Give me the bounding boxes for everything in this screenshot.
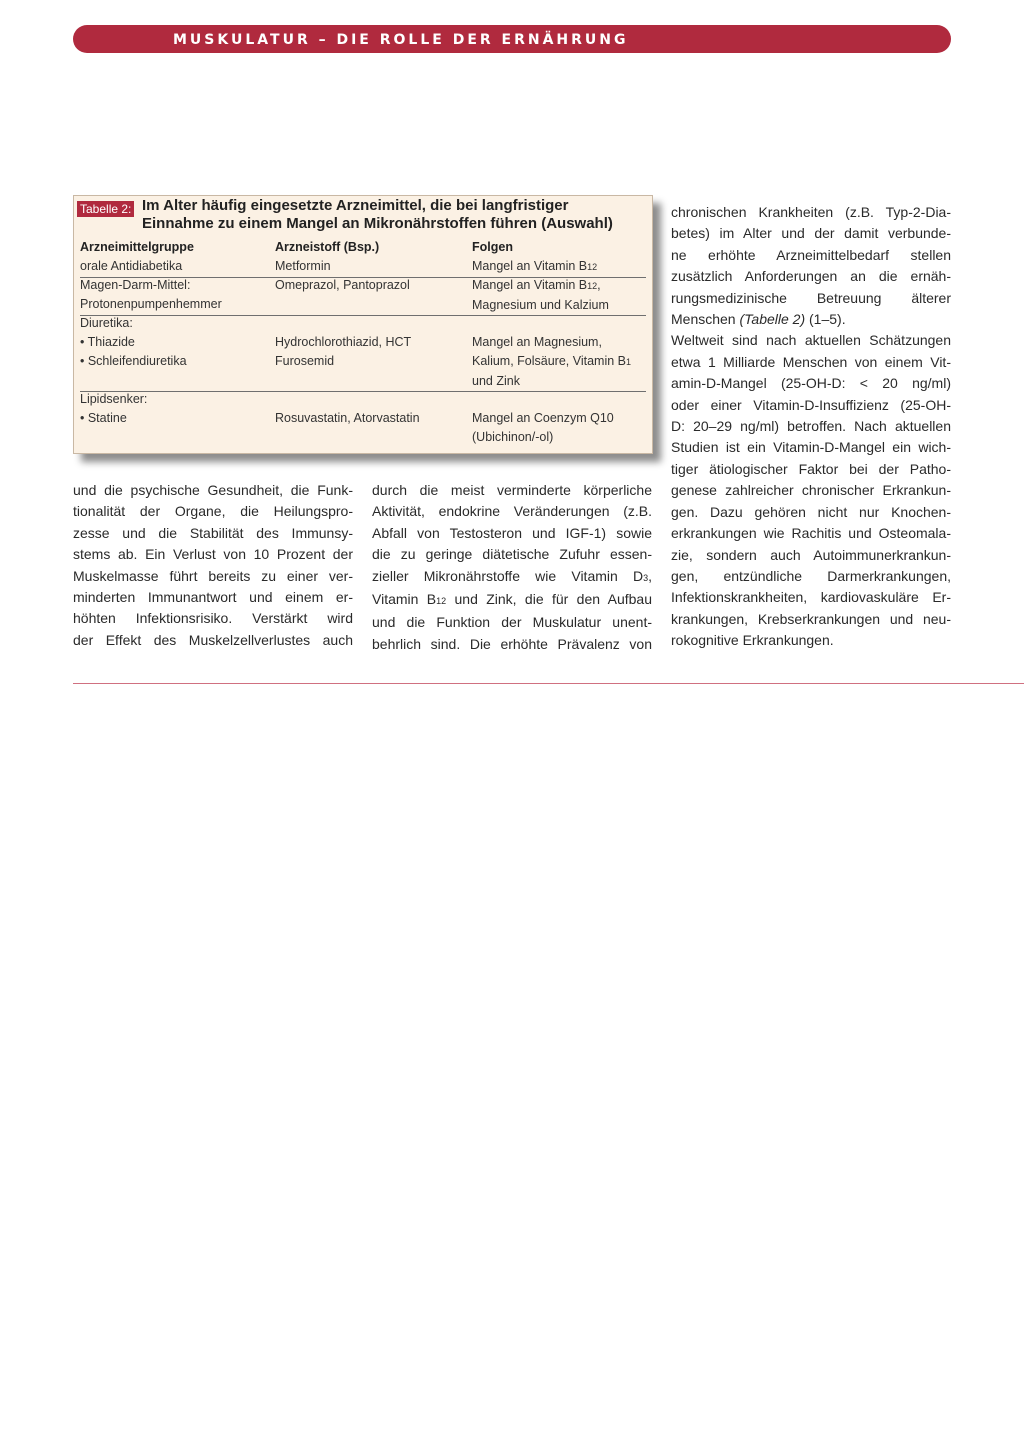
table-title-line-1: Im Alter häufig eingesetzte Arzneimittel, die bei langfristiger	[142, 197, 569, 214]
table-title-line-2: Einnahme zu einem Mangel an Mikronährstoffen führen (Auswahl)	[142, 215, 613, 232]
text-line: Abfall von Testosteron und IGF-1) sowie	[372, 524, 652, 541]
text-line: zieller Mikronährstoffe wie Vitamin D3,	[372, 567, 652, 584]
row1-group: orale Antidiabetika	[80, 259, 183, 273]
text-line: Menschen (Tabelle 2) (1–5).	[671, 311, 846, 328]
text-line: Infektionskrankheiten, kardiovaskuläre Er-	[671, 589, 951, 606]
row4-substance: Rosuvastatin, Atorvastatin	[275, 411, 420, 425]
table-tag: Tabelle 2:	[77, 201, 134, 217]
text-line: gen. Dazu gehören nicht nur Knochen-	[671, 503, 951, 520]
row1-effect: Mangel an Vitamin B12	[472, 259, 598, 273]
column-header-substance: Arzneistoff (Bsp.)	[275, 240, 380, 254]
text-line: tiger ätiologischer Faktor bei der Patho-	[671, 460, 951, 477]
text-line: amin-D-Mangel (25-OH-D: < 20 ng/ml)	[671, 375, 951, 392]
text-line: Muskelmasse führt bereits zu einer ver-	[73, 567, 353, 584]
text-line: höhten Infektionsrisiko. Verstärkt wird	[73, 610, 353, 627]
page-divider	[73, 683, 1024, 684]
text-line: die zu geringe diätetische Zufuhr essen-	[372, 546, 652, 563]
row2-group: Magen-Darm-Mittel: Protonenpumpenhemmer	[80, 278, 222, 311]
text-line: behrlich sind. Die erhöhte Prävalenz von	[372, 635, 652, 652]
table-2	[73, 195, 653, 454]
text-line: Aktivität, endokrine Veränderungen (z.B.	[372, 503, 652, 520]
table-reference-link: (Tabelle 2)	[739, 311, 806, 328]
column-header-group: Arzneimittelgruppe	[80, 240, 194, 254]
text-line: zesse und die Stabilität des Immunsy-	[73, 524, 353, 541]
text-line: durch die meist verminderte körperliche	[372, 482, 652, 498]
text-line: gen, entzündliche Darmerkrankungen,	[671, 567, 951, 584]
text-line: und die psychische Gesundheit, die Funk-	[73, 482, 353, 498]
row2-effect: Mangel an Vitamin B12, Magnesium und Kalzium	[472, 278, 609, 312]
text-column-middle	[372, 480, 652, 655]
text-column-right	[671, 202, 951, 652]
text-line: der Effekt des Muskelzellverlustes auch	[73, 631, 353, 648]
text-line: stems ab. Ein Verlust von 10 Prozent der	[73, 546, 353, 563]
text-line: zusätzlich Anforderungen an die ernäh-	[671, 268, 951, 285]
row2-substance: Omeprazol, Pantoprazol	[275, 278, 410, 292]
text-line: tionalität der Organe, die Heilungspro-	[73, 503, 353, 520]
text-line: krankungen, Krebserkrankungen und neu-	[671, 610, 951, 627]
text-line: genese zahlreicher chronischer Erkrankun-	[671, 482, 951, 499]
text-line: betes) im Alter und der damit verbunde-	[671, 225, 951, 242]
text-line: chronischen Krankheiten (z.B. Typ-2-Dia-	[671, 204, 951, 220]
text-line: rokognitive Erkrankungen.	[671, 632, 834, 649]
row3-effect: Mangel an Magnesium, Kalium, Folsäure, Vitamin B1 und Zink	[472, 335, 632, 388]
text-line: Vitamin B12 und Zink, die für den Aufbau	[372, 591, 652, 608]
section-header-title: MUSKULATUR – DIE ROLLE DER ERNÄHRUNG	[173, 32, 629, 48]
text-column-left	[73, 480, 353, 651]
text-line: und die Funktion der Muskulatur unent-	[372, 614, 652, 631]
row3-substance: Hydrochlorothiazid, HCT Furosemid	[275, 335, 412, 368]
text-line: Weltweit sind nach aktuellen Schätzungen	[671, 332, 951, 349]
text-line: zie, sondern auch Autoimmunerkrankun-	[671, 546, 951, 563]
row1-substance: Metformin	[275, 259, 331, 273]
text-line: etwa 1 Milliarde Menschen von einem Vit-	[671, 353, 951, 370]
text-line: oder einer Vitamin-D-Insuffizienz (25-OH-	[671, 396, 951, 413]
row3-group: Diuretika: • Thiazide • Schleifendiuretika	[80, 316, 187, 368]
column-header-effect: Folgen	[472, 240, 513, 254]
row-divider	[80, 391, 646, 392]
text-line: erkrankungen wie Rachitis und Osteomala-	[671, 525, 951, 542]
text-line: rungsmedizinische Betreuung älterer	[671, 289, 951, 306]
text-line: Studien ist ein Vitamin-D-Mangel ein wich-	[671, 439, 951, 456]
text-line: ne erhöhte Arzneimittelbedarf stellen	[671, 246, 951, 263]
section-header-bar	[73, 25, 951, 53]
text-line: minderten Immunantwort und einem er-	[73, 589, 353, 606]
row4-effect: Mangel an Coenzym Q10 (Ubichinon/-ol)	[472, 411, 614, 444]
text-line: D: 20–29 ng/ml) betroffen. Nach aktuellen	[671, 418, 951, 435]
row4-group: Lipidsenker: • Statine	[80, 392, 148, 425]
table-title	[142, 197, 647, 233]
